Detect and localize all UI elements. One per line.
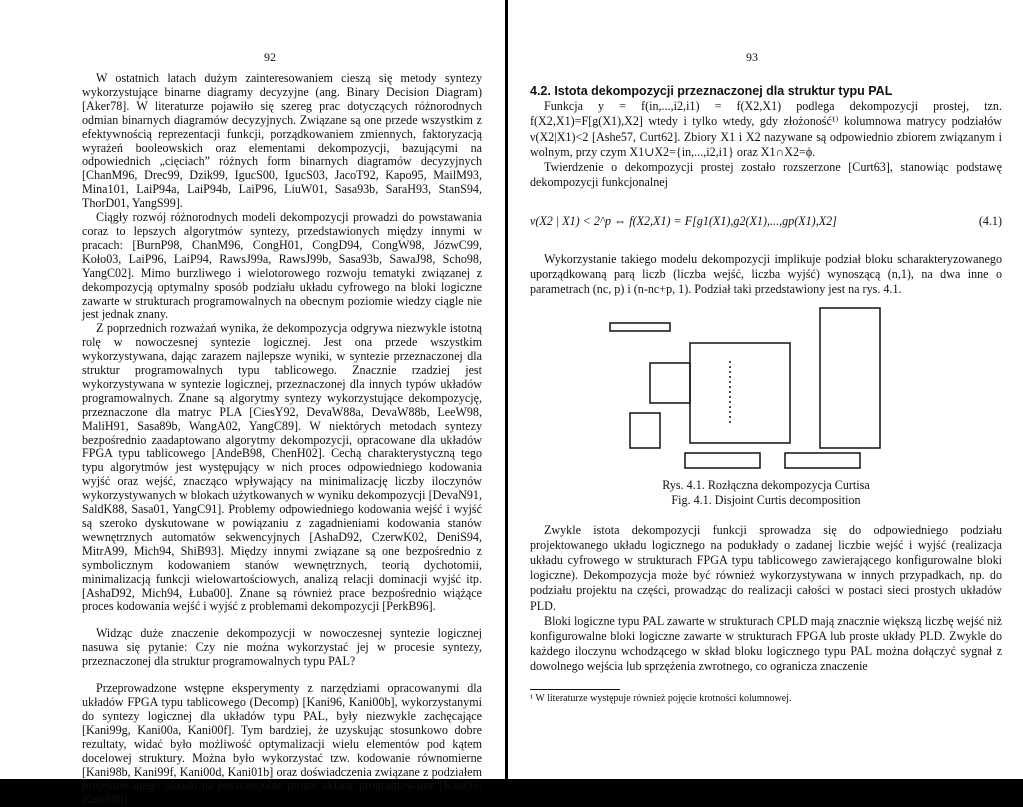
footnote: ¹ W literaturze występuje również pojęcie krotności kolumnowej.: [530, 692, 792, 704]
paragraph: Bloki logiczne typu PAL zawarte w strukturach CPLD mają znacznie większą liczbę wejść niż konfigurowalne bloki logiczne zawarte w strukturach FPGA lub proste układy PLD. Zwykle do każdego iloczynu wchodzącego w skład bloku logicznego typu PAL można dołączyć sygnał z dowolnego wejścia lub sprzężenia zwrotnego, co ogranicza znaczenie: [530, 613, 1002, 674]
page-number: 92: [264, 50, 276, 64]
decomposition-figure: [530, 303, 1002, 478]
figure-caption: Rys. 4.1. Rozłączna dekompozycja Curtisa: [662, 478, 870, 493]
right-text-column: [530, 84, 1002, 705]
paragraph: Ciągły rozwój różnorodnych modeli dekompozycji prowadzi do powstawania coraz to lepszych algorytmów syntezy, przedstawionych między innymi w pracach: [BurnP98, ChanM96, CongH01, CongD94, CongW98, JózwC99, Koło03, LaiP96, LaiP94, RawsJ99a, RawsJ99b, Sasa93b, SawaJ98, Scho98, YangC02]. Mimo burzliwego i wielotorowego rozwoju tematyki związanej z dekompozycją optymalny sposób podziału układu cyfrowego na bloki logiczne zawarte w strukturach programowalnych na obecnym poziomie wiedzy ciągle nie jest jednak znany.: [82, 210, 482, 322]
figure-caption-english: Fig. 4.1. Disjoint Curtis decomposition: [671, 493, 861, 508]
footnote-divider: [530, 689, 620, 690]
paragraph: Funkcja y = f(in,...,i2,i1) = f(X2,X1) podlega dekompozycji prostej, tzn. f(X2,X1)=F[g(X1),X2] wtedy i tylko wtedy, gdy złożoność¹⁾ kolumnowa matrycy podziałów ν(X2|X1)<2 [Ashe57, Curt62]. Zbiory X1 i X2 nazywane są odpowiednio zbiorem związanym i wolnym, przy czym X1∪X2={in,...,i2,i1} oraz X1∩X2=ϕ.: [530, 99, 1002, 159]
paragraph: W ostatnich latach dużym zainteresowaniem cieszą się metody syntezy wykorzystujące binarne diagramy decyzyjne (ang. Binary Decision Diagram) [Aker78]. W literaturze pojawiło się szereg prac dotyczących różnorodnych odmian binarnych diagramów decyzyjnych. Związane są one przede wszystkim z efektywnością reprezentacji funkcji, porządkowaniem zmiennych, faktoryzacją wyrażeń booleowskich oraz elementami dekompozycji, bazującymi na odpowiednich „cięciach” różnych form binarnych diagramów decyzyjnych [ChanM96, Drec99, Dzik99, IgucS00, IgucS03, JacoT92, Kapo95, MailM93, Mina101, LaiP94a, LaiP94b, LaiP96, LiuW01, Sasa93b, SaraH93, StanS94, ThorD01, YangS99].: [82, 71, 482, 211]
right-page: [508, 0, 1023, 779]
paragraph: Twierdzenie o dekompozycji prostej zostało rozszerzone [Curt63], stanowiąc podstawę dekompozycji funkcjonalnej: [530, 160, 1002, 190]
paragraph: Przeprowadzone wstępne eksperymenty z narzędziami opracowanymi dla układów FPGA typu tablicowego (Decomp) [Kani96, Kani00b], wykorzystanymi do syntezy logicznej dla układów typu PAL, były niezwykle zachęcające [Kani99g, Kani00a, Kani00f]. Tym bardziej, że uzyskując stosunkowo dobre rezultaty, widać było możliwość optymalizacji wielu elementów pod kątem docelowej struktury. Można było wykorzystać tzw. kodowanie równomierne [Kani98b, Kani99f, Kani00d, Kani01b] oraz doświadczenia związane z podziałem projektowanego układu na poszczególne proste układy programowalne [Kani95, Kani98b].: [82, 681, 482, 807]
paragraph: Widząc duże znaczenie dekompozycji w nowoczesnej syntezie logicznej nasuwa się pytanie: Czy nie można wykorzystać jej w procesie syntezy, przeznaczonej dla struktur programowalnych typu PAL?: [82, 626, 482, 669]
equation: [530, 214, 1002, 229]
page-number: 93: [746, 50, 758, 64]
figure-diagram: [530, 303, 1002, 478]
paragraph: Wykorzystanie takiego modelu dekompozycji implikuje podział bloku scharakteryzowanego uporządkowaną parą liczb (liczba wejść, liczba wyjść) wynoszącą (n,1), na dwa inne o parametrach (nc, p) i (n-nc+p, 1). Podział taki przedstawiony jest na rys. 4.1.: [530, 251, 1002, 297]
left-page: [0, 0, 505, 807]
equation-number: (4.1): [978, 214, 1002, 229]
section-heading: 4.2. Istota dekompozycji przeznaczonej dla struktur typu PAL: [530, 84, 893, 98]
equation-body: ν(X2 | X1) < 2^p ⇔ f(X2,X1) = F[g1(X1),g2(X1),...,gp(X1),X2]: [530, 214, 837, 229]
left-text-column: [82, 72, 482, 807]
paragraph: Zwykle istota dekompozycji funkcji sprowadza się do odpowiedniego podziału projektowanego układu logicznego na podukłady o zadanej liczbie wejść i wyjść (realizacja układu cyfrowego w strukturach FPGA typu tablicowego zawierającego konfigurowalne bloki logiczne). Dekompozycja może być również wykorzystywana w innych przypadkach, np. do podziału projektu na części, prowadząc do realizacji całości w postaci sieci prostych układów PLD.: [530, 522, 1002, 613]
paragraph: Z poprzednich rozważań wynika, że dekompozycja odgrywa niezwykle istotną rolę w nowoczesnej syntezie logicznej. Jest ona przede wszystkim wykorzystywana, dając zarazem najlepsze wyniki, w syntezie przeznaczonej dla struktur programowalnych typu tablicowego. Znacznie rzadziej jest wykorzystywana w syntezie logicznej, przeznaczonej dla innych typów układów programowalnych. Znane są algorytmy syntezy wykorzystujące dekompozycję, przeznaczone dla matryc PLA [CiesY92, DevaW88a, DevaW88b, LeeW98, MaliH91, Sasa89b, WangA02, YangC89]. W niektórych metodach syntezy bezpośrednio zaadaptowano algorytmy dekompozycji, opracowane dla układów FPGA typu tablicowego [AndeB98, ChenH02]. Cechą charakterystyczną tego typu algorytmów jest występujący w nich proces odpowiedniego kodowania wyjść oraz wejść, znacząco wpływający na minimalizację liczby iloczynów wykorzystywanych w blokach użytkowanych w wyniku dekompozycji [DevaN91, SaldK88, Sasa01, YangC91]. Problemy odpowiedniego kodowania wejść i wyjść są szeroko dyskutowane w powiązaniu z zagadnieniami kodowania stanów wewnętrznych automatów sekwencyjnych [AshaD92, CzerwK02, DeniS94, MitrA99, Mich94, ShiB93]. Między innymi związane są one bezpośrednio z symbolicznym kodowaniem stanów wewnętrznych, teorią dychotomii, minimalizacją funkcji wielowartościowych, analizą relacji dominacji wyjść itp. [AshaD92, Mich94, Łuba00]. Znane są również prace bezpośrednio wiążące proces kodowania wejść i wyjść z problemami dekompozycji [PerkB96].: [82, 321, 482, 614]
